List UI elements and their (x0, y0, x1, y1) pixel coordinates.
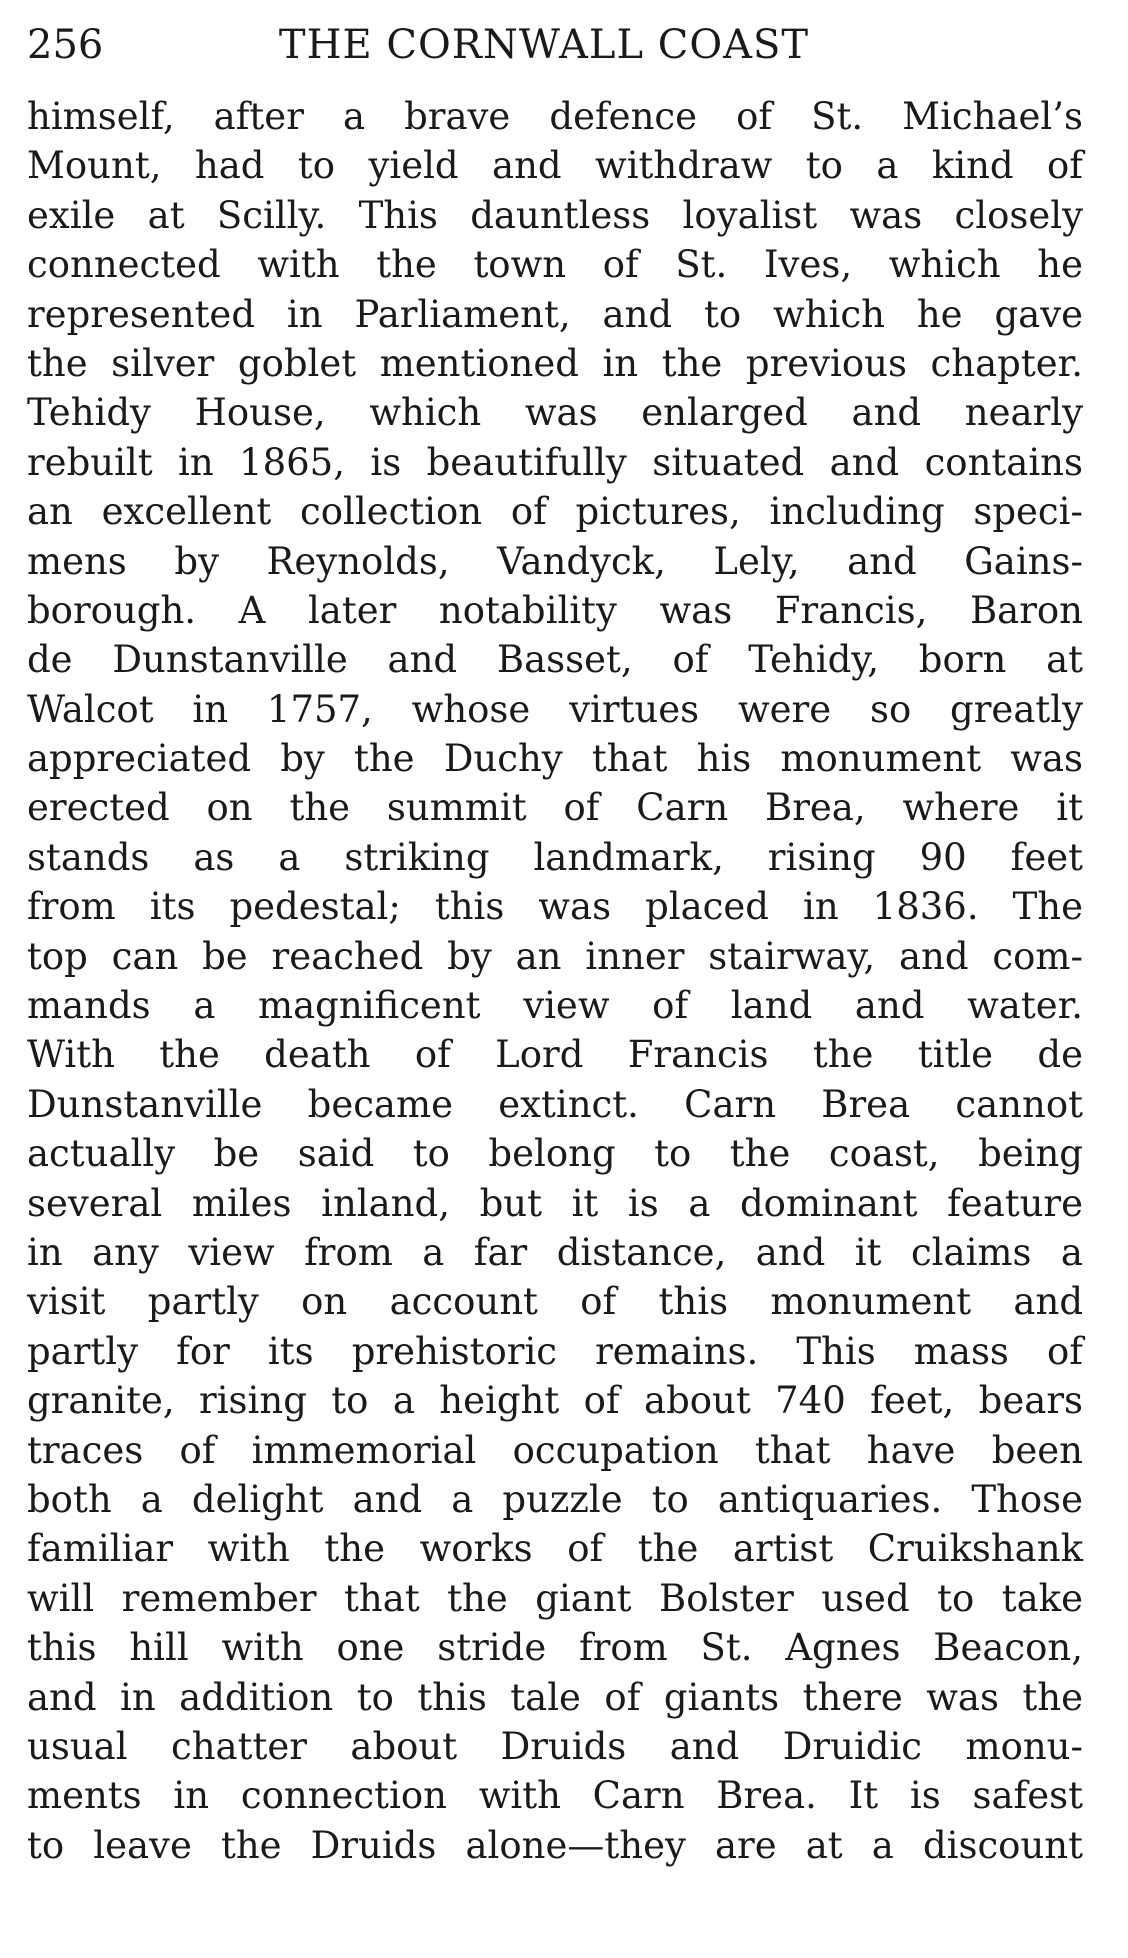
text-line: granite, rising to a height of about 740 feet, bears (27, 1379, 1083, 1423)
text-line: Tehidy House, which was enlarged and nearly (27, 391, 1083, 435)
text-line: an excellent collection of pictures, including speci- (27, 490, 1083, 534)
text-line: himself, after a brave defence of St. Michael’s (27, 95, 1083, 138)
text-line: both a delight and a puzzle to antiquaries. Those (27, 1477, 1083, 1521)
text-line: in any view from a far distance, and it claims a (27, 1230, 1083, 1274)
text-line: appreciated by the Duchy that his monument was (27, 737, 1083, 781)
text-line: borough. A later notability was Francis, Baron (27, 588, 1083, 632)
text-line: this hill with one stride from St. Agnes Beacon, (27, 1626, 1083, 1670)
text-line: connected with the town of St. Ives, which he (27, 243, 1083, 287)
text-line: Dunstanville became extinct. Carn Brea cannot (27, 1082, 1083, 1126)
text-line: stands as a striking landmark, rising 90 feet (27, 835, 1083, 879)
book-page (27, 18, 1083, 1870)
text-line: represented in Parliament, and to which he gave (27, 292, 1083, 336)
text-line: mens by Reynolds, Vandyck, Lely, and Gains- (27, 539, 1083, 583)
text-line: to leave the Druids alone—they are at a discount (27, 1823, 1083, 1867)
text-line: ments in connection with Carn Brea. It is safest (27, 1774, 1083, 1818)
text-line: de Dunstanville and Basset, of Tehidy, born at (27, 638, 1083, 682)
text-line: from its pedestal; this was placed in 1836. The (27, 885, 1083, 929)
text-line: usual chatter about Druids and Druidic monu- (27, 1724, 1083, 1768)
text-line: Walcot in 1757, whose virtues were so greatly (27, 687, 1083, 731)
text-line: top can be reached by an inner stairway, and com- (27, 934, 1083, 978)
text-line: With the death of Lord Francis the title de (27, 1033, 1083, 1077)
page-number: 256 (27, 22, 104, 68)
text-line: rebuilt in 1865, is beautifully situated and contains (27, 440, 1083, 484)
text-line: and in addition to this tale of giants there was the (27, 1675, 1083, 1719)
text-line: the silver goblet mentioned in the previous chapter. (27, 341, 1083, 385)
body-text (27, 92, 1083, 1870)
text-line: mands a magnificent view of land and water. (27, 984, 1083, 1028)
text-line: visit partly on account of this monument and (27, 1280, 1083, 1324)
running-head (27, 18, 1083, 72)
text-line: will remember that the giant Bolster used to take (27, 1576, 1083, 1620)
running-title: THE CORNWALL COAST (278, 22, 810, 68)
text-line: traces of immemorial occupation that have been (27, 1428, 1083, 1472)
text-line: several miles inland, but it is a dominant feature (27, 1181, 1083, 1225)
text-line: partly for its prehistoric remains. This mass of (27, 1329, 1083, 1373)
text-line: exile at Scilly. This dauntless loyalist was closely (27, 193, 1083, 237)
text-line: familiar with the works of the artist Cruikshank (27, 1527, 1083, 1571)
text-line: Mount, had to yield and withdraw to a kind of (27, 144, 1083, 188)
text-line: erected on the summit of Carn Brea, where it (27, 786, 1083, 830)
text-line: actually be said to belong to the coast, being (27, 1132, 1083, 1176)
